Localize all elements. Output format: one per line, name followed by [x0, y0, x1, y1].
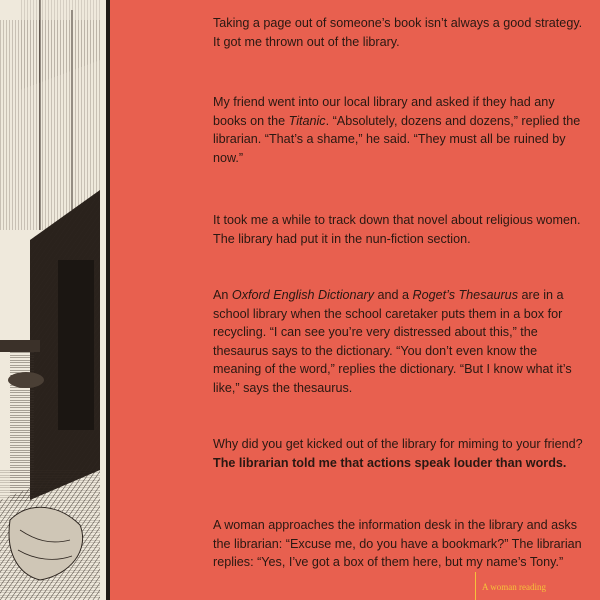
- joke-paragraph: It took me a while to track down that novel about religious women. The library had put it in the nun-fiction section.: [213, 213, 581, 246]
- joke-question: Why did you get kicked out of the library for miming to your friend?: [213, 437, 583, 451]
- engraving-illustration: [0, 0, 110, 600]
- joke-italic-title: Roget’s Thesaurus: [412, 288, 518, 302]
- joke-paragraph: A woman approaches the information desk in the library and asks the librarian: “Excuse me, do you have a bookmark?” The librarian replies: “Yes, I’ve got a box of them here, but my name’s Tony.”: [213, 518, 582, 569]
- joke-italic-title: Titanic: [288, 113, 326, 128]
- joke-text: My friend went into our local library and asked if they had any books on the: [213, 95, 555, 128]
- joke-text: and a: [374, 288, 413, 302]
- jokes-text-column: [213, 14, 585, 572]
- image-caption: A woman reading: [475, 572, 600, 600]
- joke-paragraph: Taking a page out of someone’s book isn’t always a good strategy. It got me thrown out of the library.: [213, 16, 583, 49]
- joke-paragraph: [213, 286, 585, 397]
- engraving-frame-edge: [106, 0, 110, 600]
- engraving-artwork: [0, 0, 110, 600]
- joke-text: are in a school library when the school caretaker puts them in a box for recycling. “I can see you’re very distressed about this,” the thesaurus says to the dictionary. “You don’t even know the meaning of the word,” replies the dictionary. “But I know what it’s like,” says the thesaurus.: [213, 288, 572, 395]
- joke-answer: The librarian told me that actions speak louder than words.: [213, 455, 567, 470]
- joke-paragraph: [213, 93, 585, 167]
- joke-italic-title: Oxford English Dictionary: [231, 288, 374, 302]
- joke-text: . “Absolutely, dozens and dozens,” replied the librarian. “That’s a shame,” he said. “They must all be ruined by now.”: [213, 113, 581, 165]
- joke-text: An: [213, 288, 232, 302]
